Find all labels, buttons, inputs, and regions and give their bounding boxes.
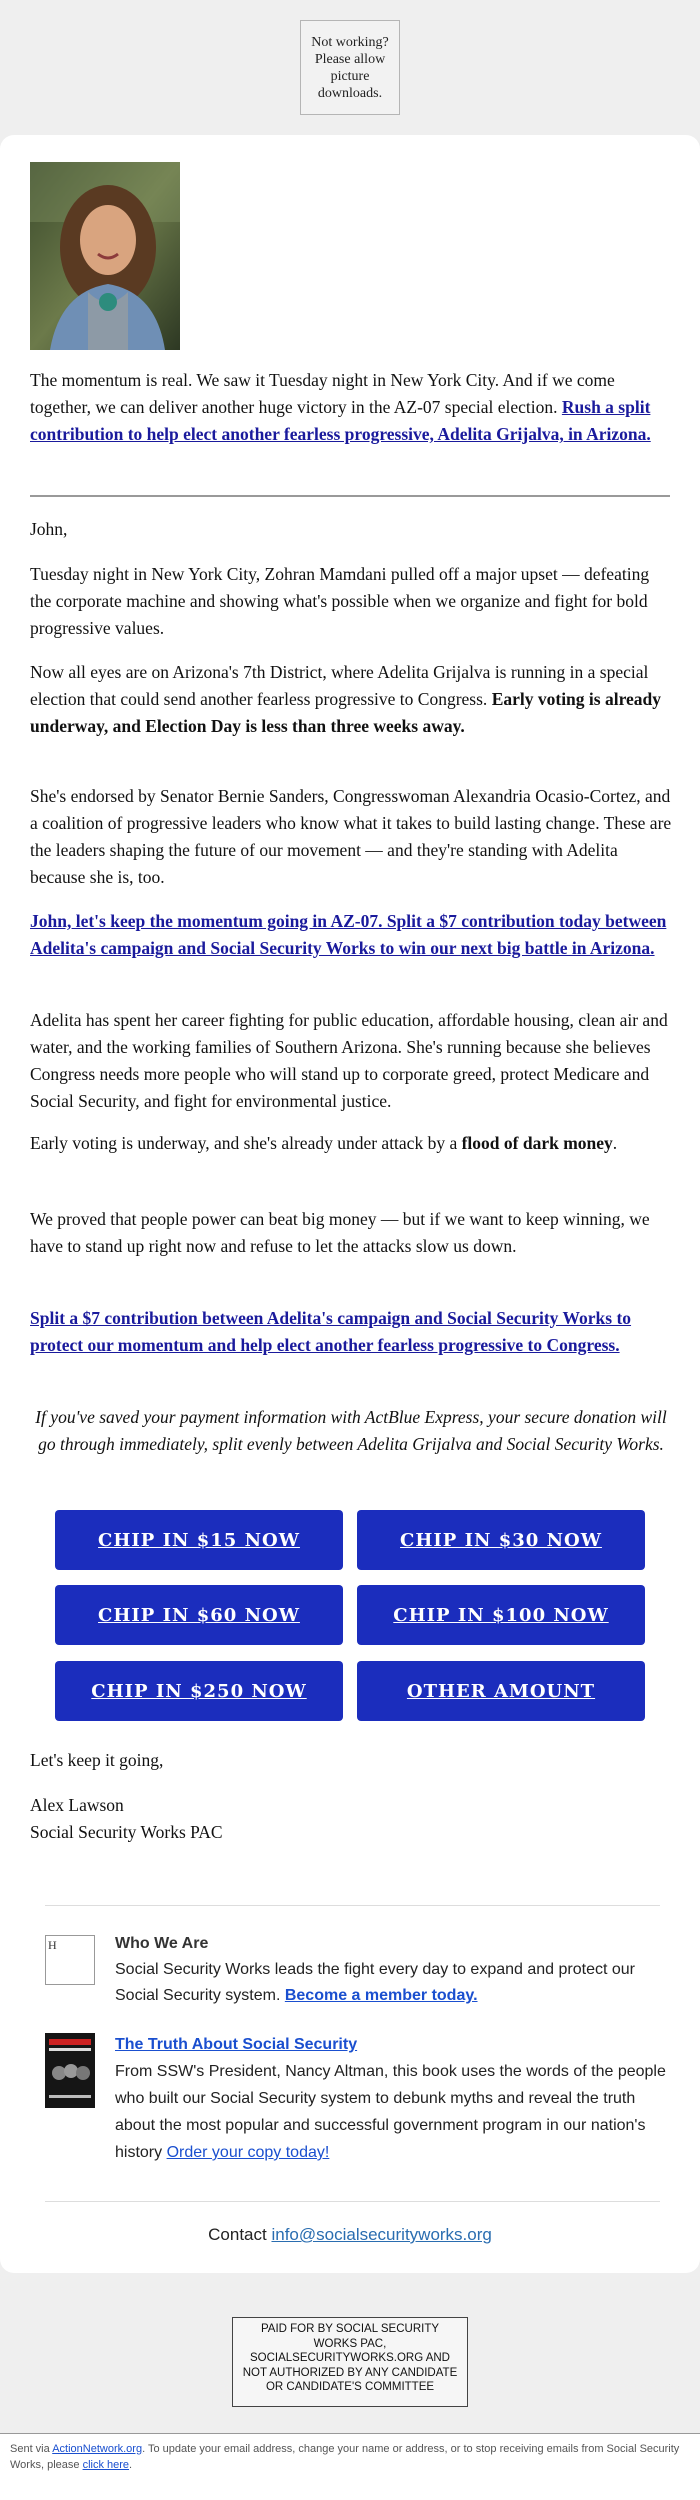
chip-in-100-button[interactable]: CHIP IN $100 NOW: [357, 1585, 645, 1645]
header-image-alt-text: Not working? Please allow picture downloads.: [311, 34, 389, 101]
greeting: John,: [30, 519, 68, 539]
chip-in-30-button[interactable]: CHIP IN $30 NOW: [357, 1510, 645, 1570]
paragraph-dark-money: [30, 1130, 672, 1157]
order-book-link[interactable]: Order your copy today!: [166, 2144, 330, 2161]
book-cover-icon: [45, 2033, 95, 2108]
footer-divider-top: [45, 1905, 660, 1906]
who-we-are-title: Who We Are: [115, 1935, 209, 1952]
who-we-are-image-alt: H: [48, 1938, 57, 1952]
paragraph-endorsements: She's endorsed by Senator Bernie Sanders, Congresswoman Alexandria Ocasio-Cortez, and a coalition of progressive leaders who know what it takes to build lasting change. These are the leaders shaping the future of our movement — and they're standing with Adelita because she is, too.: [30, 786, 672, 887]
paragraph-nyc-upset: Tuesday night in New York City, Zohran Mamdani pulled off a major upset — defeating the corporate machine and showing what's possible when we organize and fight for bold progressive values.: [30, 564, 650, 638]
contact-email-link[interactable]: info@socialsecurityworks.org: [271, 2225, 492, 2244]
paragraph-career: Adelita has spent her career fighting for public education, affordable housing, clean air and water, and the working families of Southern Arizona. She's running because she believes Congress needs more people who will stand up to corporate greed, protect Medicare and Social Security, and fight for environmental justice.: [30, 1010, 668, 1111]
unsubscribe-bar: [0, 2433, 700, 2500]
dark-money-text: Early voting is underway, and she's already under attack by a: [30, 1133, 458, 1153]
dark-money-end: .: [612, 1133, 618, 1153]
actblue-note: If you've saved your payment information with ActBlue Express, your secure donation will go through immediately, split evenly between Adelita Grijalva and Social Security Works.: [35, 1407, 667, 1454]
unsubscribe-text: . To update your email address, change your name or address, or to stop receiving emails from Social Security Works, please: [10, 2443, 680, 2471]
candidate-photo: [30, 162, 180, 350]
chip-in-15-button[interactable]: CHIP IN $15 NOW: [55, 1510, 343, 1570]
book-cover-image: [45, 2033, 95, 2108]
footer-divider-bottom: [45, 2201, 660, 2202]
book-block: [115, 2031, 675, 2166]
chip-in-250-button[interactable]: CHIP IN $250 NOW: [55, 1661, 343, 1721]
paragraph-people-power: We proved that people power can beat big money — but if we want to keep winning, we have to stand up right now and refuse to let the attacks slow us down.: [30, 1209, 650, 1256]
sent-via-label: Sent via: [10, 2443, 50, 2455]
unsubscribe-text-block: [10, 2441, 695, 2473]
book-text: From SSW's President, Nancy Altman, this book uses the words of the people who built our Social Security system to debunk myths and reveal the truth about the most popular and successful government program in our nation's history: [115, 2063, 666, 2161]
other-amount-button[interactable]: OTHER AMOUNT: [357, 1661, 645, 1721]
intro-text: The momentum is real. We saw it Tuesday night in New York City. And if we come together, we can deliver another huge victory in the AZ-07 special election.: [30, 370, 615, 417]
signer-name: Alex Lawson: [30, 1795, 124, 1815]
who-we-are-block: [115, 1931, 675, 2009]
header-broken-image: [300, 20, 400, 115]
who-we-are-image: [45, 1935, 95, 1985]
unsubscribe-end: .: [129, 2459, 133, 2471]
paragraph-link-momentum: [30, 908, 672, 962]
candidate-photo-image: [30, 162, 180, 350]
paragraph-link-split: [30, 1305, 672, 1359]
email-card: [0, 135, 700, 2273]
contact-label: Contact: [208, 2225, 267, 2244]
az07-text: Now all eyes are on Arizona's 7th District, where Adelita Grijalva is running in a special election that could send another fearless progressive to Congress.: [30, 662, 649, 709]
book-title-link[interactable]: The Truth About Social Security: [115, 2036, 358, 2053]
become-member-link[interactable]: Become a member today.: [284, 1987, 478, 2004]
action-network-link[interactable]: ActionNetwork.org: [52, 2443, 143, 2455]
paragraph-az07: [30, 659, 672, 740]
dark-money-bold: flood of dark money: [461, 1133, 613, 1153]
paid-for-disclaimer: PAID FOR BY SOCIAL SECURITY WORKS PAC, SOCIALSECURITYWORKS.ORG AND NOT AUTHORIZED BY ANY CANDIDATE OR CANDIDATE'S COMMITTEE: [232, 2317, 468, 2407]
chip-in-60-button[interactable]: CHIP IN $60 NOW: [55, 1585, 343, 1645]
split-contribution-link[interactable]: Split a $7 contribution between Adelita's campaign and Social Security Works to protect our momentum and help elect another fearless progressive to Congress.: [30, 1308, 632, 1355]
contact-line: [0, 2225, 700, 2245]
signer-org: Social Security Works PAC: [30, 1822, 223, 1842]
closing-line: Let's keep it going,: [30, 1750, 164, 1770]
early-voting-bold: Early voting is already underway, and Election Day is less than three weeks away.: [30, 689, 662, 736]
click-here-link[interactable]: click here: [82, 2459, 130, 2471]
divider: [30, 495, 670, 497]
intro-paragraph: [30, 367, 672, 448]
rush-split-contribution-link[interactable]: Rush a split contribution to help elect another fearless progressive, Adelita Grijalva, in Arizona.: [30, 397, 651, 444]
keep-momentum-link[interactable]: John, let's keep the momentum going in AZ-07. Split a $7 contribution today between Adelita's campaign and Social Security Works to win our next big battle in Arizona.: [30, 911, 667, 958]
who-we-are-text: Social Security Works leads the fight every day to expand and protect our Social Security system.: [115, 1961, 635, 2004]
